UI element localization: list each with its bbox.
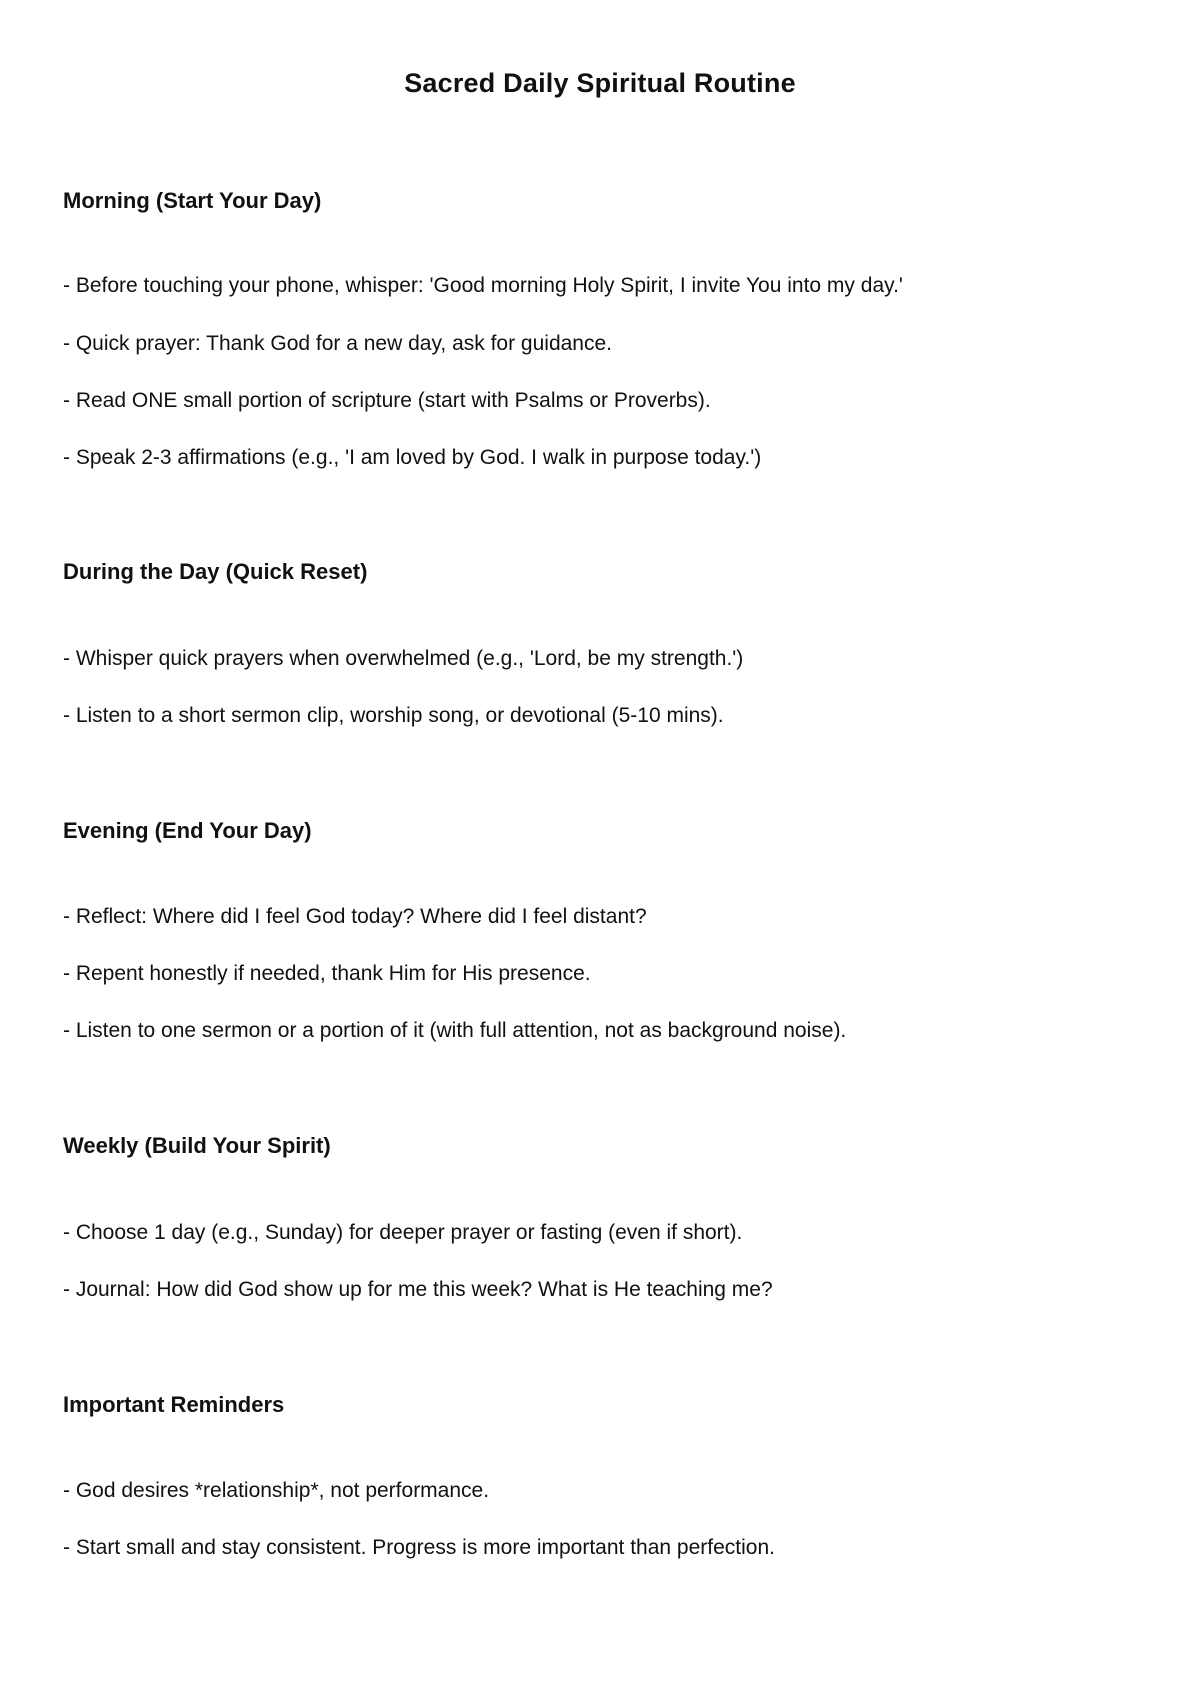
list-item: - God desires *relationship*, not performance. <box>63 1479 490 1502</box>
list-item: - Quick prayer: Thank God for a new day, ask for guidance. <box>63 332 612 355</box>
section-heading-weekly: Weekly (Build Your Spirit) <box>63 1133 331 1158</box>
list-item: - Listen to one sermon or a portion of it (with full attention, not as background noise). <box>63 1019 847 1042</box>
list-item: - Choose 1 day (e.g., Sunday) for deeper prayer or fasting (even if short). <box>63 1221 743 1244</box>
list-item: - Listen to a short sermon clip, worship song, or devotional (5-10 mins). <box>63 704 724 727</box>
list-item: - Journal: How did God show up for me this week? What is He teaching me? <box>63 1278 773 1301</box>
section-heading-evening: Evening (End Your Day) <box>63 818 312 843</box>
list-item: - Read ONE small portion of scripture (start with Psalms or Proverbs). <box>63 389 711 412</box>
section-heading-reminders: Important Reminders <box>63 1392 285 1417</box>
section-heading-during-day: During the Day (Quick Reset) <box>63 559 368 584</box>
list-item: - Reflect: Where did I feel God today? Where did I feel distant? <box>63 905 647 928</box>
list-item: - Before touching your phone, whisper: 'Good morning Holy Spirit, I invite You into my day.' <box>63 274 903 297</box>
list-item: - Repent honestly if needed, thank Him for His presence. <box>63 962 591 985</box>
list-item: - Speak 2-3 affirmations (e.g., 'I am loved by God. I walk in purpose today.') <box>63 446 762 469</box>
document-title: Sacred Daily Spiritual Routine <box>404 68 796 98</box>
list-item: - Whisper quick prayers when overwhelmed (e.g., 'Lord, be my strength.') <box>63 647 744 670</box>
list-item: - Start small and stay consistent. Progress is more important than perfection. <box>63 1536 775 1559</box>
section-heading-morning: Morning (Start Your Day) <box>63 188 322 213</box>
